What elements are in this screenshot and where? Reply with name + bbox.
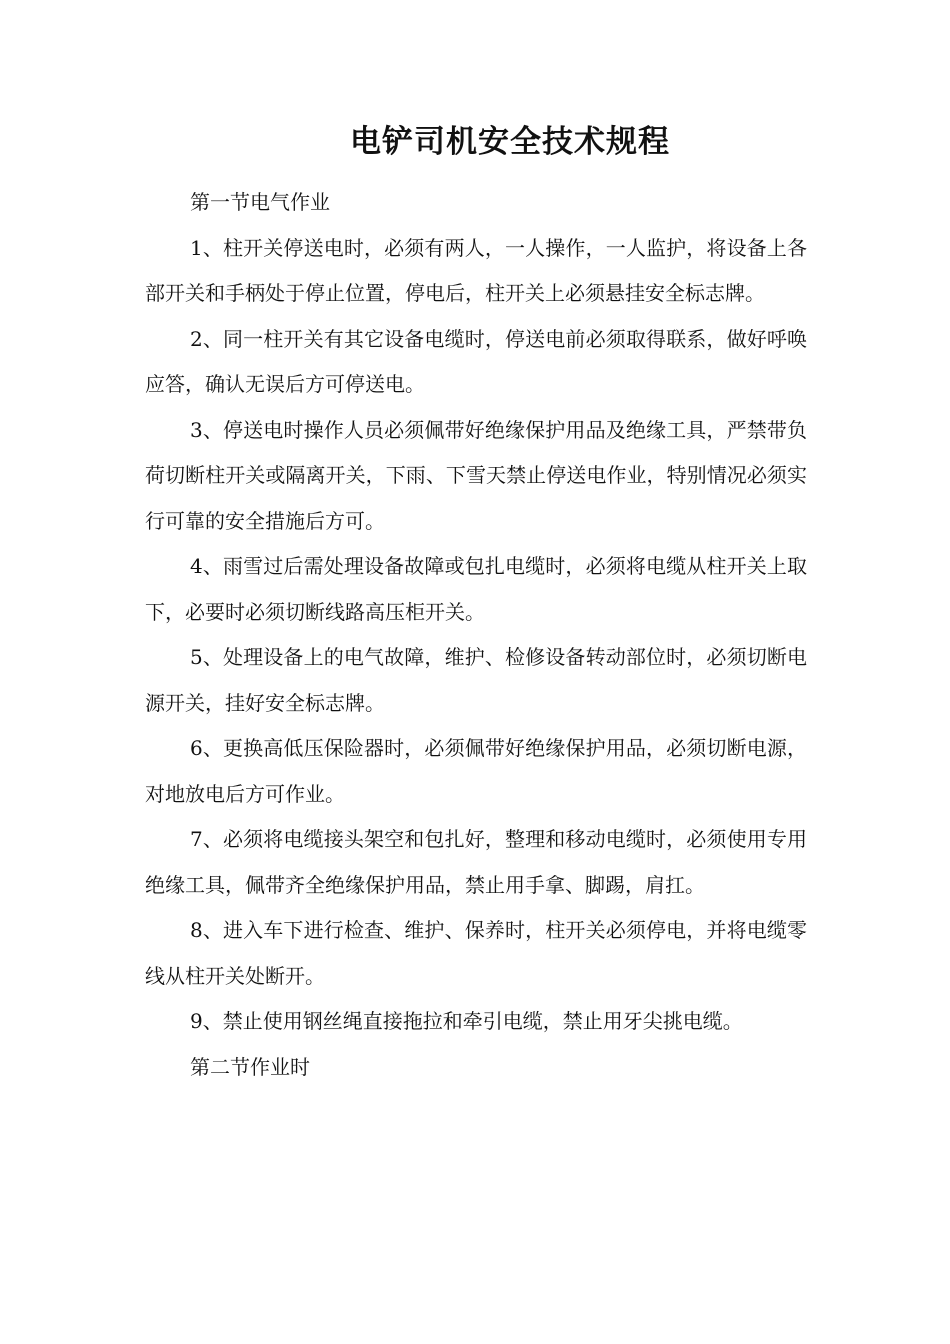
rule-item-6: 6、更换高低压保险器时，必须佩带好绝缘保护用品，必须切断电源，对地放电后方可作业。 xyxy=(145,736,807,806)
rule-item-3: 3、停送电时操作人员必须佩带好绝缘保护用品及绝缘工具，严禁带负荷切断柱开关或隔离开关，下雨、下雪天禁止停送电作业，特别情况必须实行可靠的安全措施后方可。 xyxy=(145,417,807,533)
rule-item-4: 4、雨雪过后需处理设备故障或包扎电缆时，必须将电缆从柱开关上取下，必要时必须切断线路高压柜开关。 xyxy=(145,554,807,624)
section-heading-1: 第一节电气作业 xyxy=(190,190,330,214)
rule-item-1: 1、柱开关停送电时，必须有两人，一人操作，一人监护，将设备上各部开关和手柄处于停止位置，停电后，柱开关上必须悬挂安全标志牌。 xyxy=(145,235,807,305)
document-title: 电铲司机安全技术规程 xyxy=(350,124,670,160)
document-body xyxy=(145,180,807,1090)
rule-item-9: 9、禁止使用钢丝绳直接拖拉和牵引电缆，禁止用牙尖挑电缆。 xyxy=(190,1009,743,1033)
section-heading-2: 第二节作业时 xyxy=(190,1054,310,1079)
rule-item-8: 8、进入车下进行检查、维护、保养时，柱开关必须停电，并将电缆零线从柱开关处断开。 xyxy=(145,918,807,988)
rule-item-2: 2、同一柱开关有其它设备电缆时，停送电前必须取得联系，做好呼唤应答，确认无误后方可停送电。 xyxy=(145,326,807,396)
rule-item-7: 7、必须将电缆接头架空和包扎好，整理和移动电缆时，必须使用专用绝缘工具，佩带齐全绝缘保护用品，禁止用手拿、脚踢，肩扛。 xyxy=(145,827,807,897)
rule-item-5: 5、处理设备上的电气故障，维护、检修设备转动部位时，必须切断电源开关，挂好安全标志牌。 xyxy=(145,645,807,715)
